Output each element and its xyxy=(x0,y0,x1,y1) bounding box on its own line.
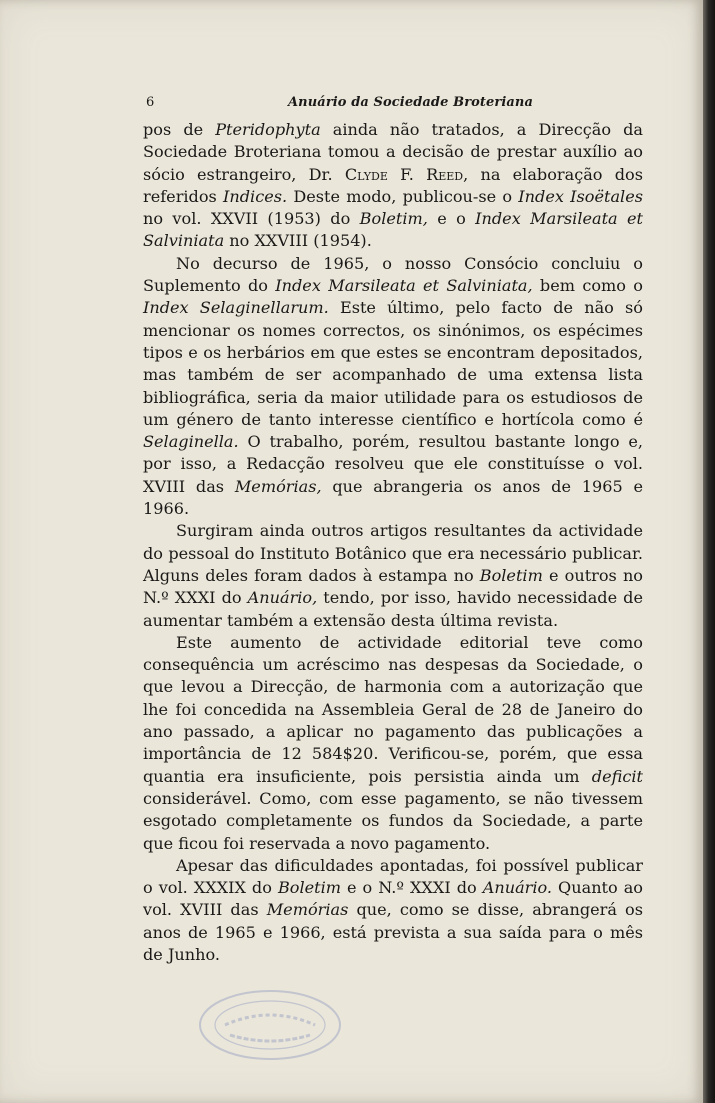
text-run: no XXVIII (1954). xyxy=(224,231,372,251)
italic-text: Index Marsileata et Salviniata, xyxy=(275,276,533,296)
paragraph xyxy=(143,855,643,966)
text-run: Deste modo, publicou-se o xyxy=(287,186,519,206)
text-run: Apesar das dificuldades apontadas, foi possível publicar o vol. XXXIX do xyxy=(143,855,643,898)
italic-text: Index Selaginellarum. xyxy=(143,298,329,318)
text-run: ainda não tratados, a Direcção da Sociedade Broteriana tomou a decisão de prestar auxílio ao sócio estrangeiro, Dr. xyxy=(143,120,644,184)
text-run: no vol. XXVII (1953) do xyxy=(143,209,360,229)
text-run: , na elaboração dos referidos xyxy=(143,164,643,206)
italic-text: Pteridophyta xyxy=(215,120,321,139)
text-run: Este aumento de actividade editorial teve como consequência um acréscimo nas despesas da Sociedade, o que levou a Direcção, de harmonia com a autorização que lhe foi concedida na Assembleia Geral de 28 de Janeiro do ano passado, a aplicar no pagamento das publicações a importância de 12 584$20. Verificou-se, porém, que essa quantia era insuficiente, pois persistia ainda um xyxy=(143,632,643,786)
small-caps-text: Reed xyxy=(426,164,464,184)
italic-text: Anuário. xyxy=(482,878,553,898)
text-run: e outros no N.º XXXI do xyxy=(143,565,643,608)
italic-text: Selaginella. xyxy=(143,432,239,452)
paragraph xyxy=(143,520,643,631)
library-stamp-icon xyxy=(195,985,345,1065)
paragraph xyxy=(143,119,643,253)
italic-text: Index Isoëtales xyxy=(518,186,643,206)
italic-text: Indices. xyxy=(223,186,288,206)
text-run: e o N.º XXXI do xyxy=(341,878,483,898)
small-caps-text: Clyde xyxy=(344,164,388,184)
italic-text: Index Marsileata et Salviniata xyxy=(143,209,643,251)
italic-text: Memórias xyxy=(266,900,349,920)
text-run: Quanto ao vol. XVIII das xyxy=(143,878,643,920)
italic-text: Boletim xyxy=(277,878,342,898)
text-run: F. xyxy=(387,164,427,184)
italic-text: Boletim, xyxy=(359,209,428,229)
text-run: bem como o xyxy=(532,276,643,296)
running-title: Anuário da Sociedade Broteriana xyxy=(288,95,533,110)
page-header xyxy=(146,95,643,115)
text-run: Este último, pelo facto de não só mencionar os nomes correctos, os sinónimos, os espécimes tipos e os herbários em que estes se encontram depositados, mas também de ser acompanhado de uma extensa lista bibliográfica, seria da maior utilidade para os estudiosos de um género de tanto interesse científico e hortícola como é xyxy=(143,298,643,429)
book-spine-edge xyxy=(703,0,715,1103)
text-run: que, como se disse, abrangerá os anos de 1965 e 1966, está prevista a sua saída para o mês de Junho. xyxy=(143,900,643,964)
page-number: 6 xyxy=(146,95,155,110)
text-run: pos de xyxy=(143,120,216,139)
italic-text: Anuário, xyxy=(247,588,318,608)
paragraph xyxy=(143,253,643,521)
text-run: considerável. Como, com esse pagamento, se não tivessem esgotado completamente os fundos da Sociedade, a parte que ficou foi reservada a novo pagamento. xyxy=(143,788,643,853)
text-run: No decurso de 1965, o nosso Consócio concluiu o Suplemento do xyxy=(143,253,643,296)
text-run: e o xyxy=(427,209,476,229)
text-run: Surgiram ainda outros artigos resultantes da actividade do pessoal do Instituto Botânico que era necessário publicar. Alguns deles foram dados à estampa no xyxy=(143,521,643,585)
paragraph xyxy=(143,632,643,855)
text-run: tendo, por isso, havido necessidade de aumentar também a extensão desta última revista. xyxy=(143,588,643,630)
text-run: que abrangeria os anos de 1965 e 1966. xyxy=(143,476,643,519)
text-run: O trabalho, porém, resultou bastante longo e, por isso, a Redacção resolveu que ele constituísse o vol. XVIII das xyxy=(143,432,643,496)
italic-text: Boletim xyxy=(479,565,543,585)
italic-text: deficit xyxy=(591,766,643,786)
body-text xyxy=(143,119,643,966)
italic-text: Memórias, xyxy=(234,476,322,496)
